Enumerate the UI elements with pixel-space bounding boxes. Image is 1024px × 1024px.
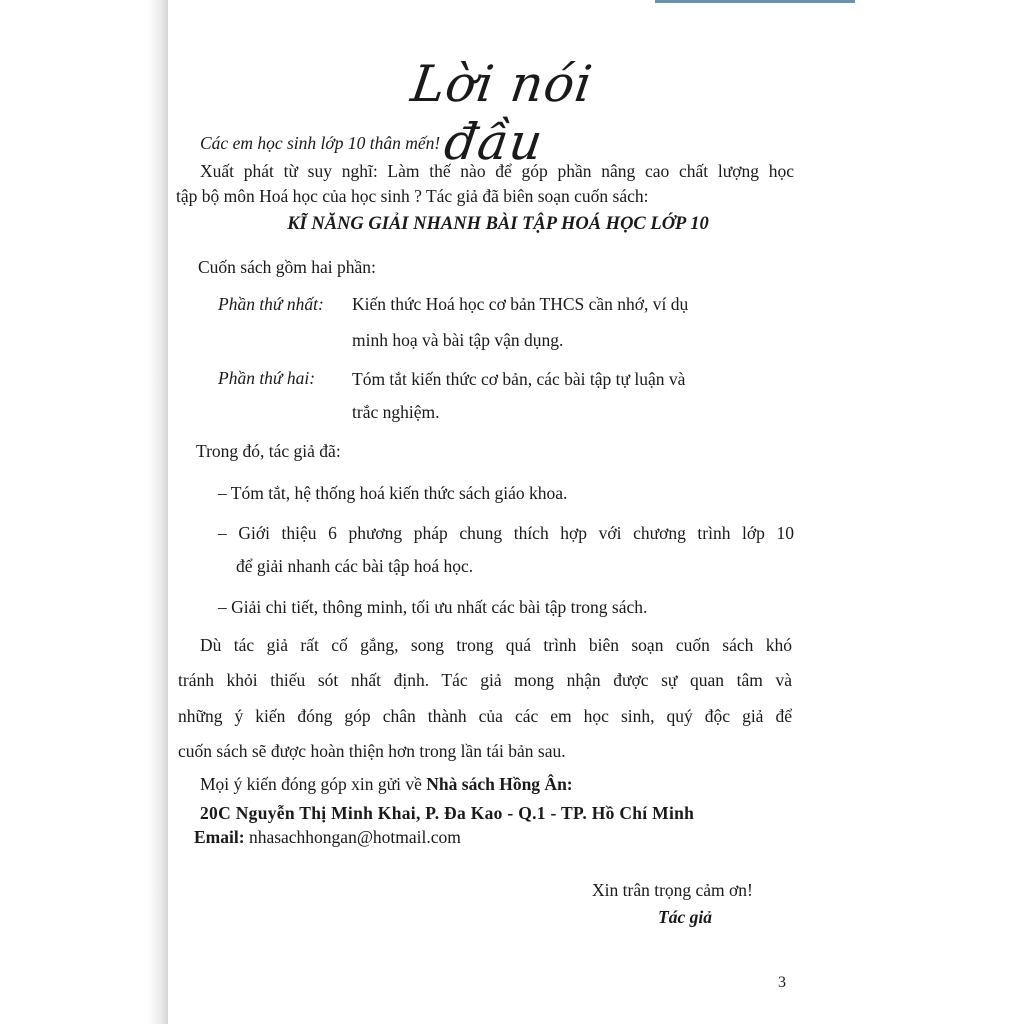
email-label: Email: [194,827,245,847]
book-title: KĨ NĂNG GIẢI NHANH BÀI TẬP HOÁ HỌC LỚP 10 [287,214,709,234]
bullet-2-line-1: – Giới thiệu 6 phương pháp chung thích hợp với chương trình lớp 10 [218,523,794,543]
structure-intro: Cuốn sách gồm hai phần: [198,257,376,277]
publisher-address: 20C Nguyễn Thị Minh Khai, P. Đa Kao - Q.1 - TP. Hồ Chí Minh [200,803,695,823]
contents-intro: Trong đó, tác giả đã: [196,441,341,461]
contact-line [200,773,573,795]
part-1-line-2: minh hoạ và bài tập vận dụng. [352,330,564,350]
intro-line-2: tập bộ môn Hoá học của học sinh ? Tác giả đã biên soạn cuốn sách: [176,186,649,206]
email-line [194,826,461,848]
contact-intro: Mọi ý kiến đóng góp xin gửi về [200,774,427,794]
closing-line-1: Dù tác giả rất cố gắng, song trong quá trình biên soạn cuốn sách khó [200,635,792,655]
book-page [168,0,1024,1024]
closing-line-2: tránh khỏi thiếu sót nhất định. Tác giả mong nhận được sự quan tâm và [178,670,792,690]
part-1-label: Phần thứ nhất: [218,294,324,314]
page-title: Lời nói đầu [407,55,597,171]
intro-line-1: Xuất phát từ suy nghĩ: Làm thế nào để góp phần nâng cao chất lượng học [200,161,794,181]
greeting: Các em học sinh lớp 10 thân mến! [200,133,441,153]
part-2-label: Phần thứ hai: [218,368,316,388]
bullet-2-line-2: để giải nhanh các bài tập hoá học. [236,556,474,576]
thanks-line: Xin trân trọng cảm ơn! [592,880,753,900]
part-2-line-2: trắc nghiệm. [352,402,440,422]
closing-line-4: cuốn sách sẽ được hoàn thiện hơn trong lần tái bản sau. [178,741,566,761]
page-number: 3 [778,974,786,991]
closing-line-3: những ý kiến đóng góp chân thành của các em học sinh, quý độc giả để [178,706,792,726]
part-1-line-1: Kiến thức Hoá học cơ bản THCS cần nhớ, ví dụ [352,294,689,314]
page-gutter-shadow [0,0,168,1024]
bullet-3: – Giải chi tiết, thông minh, tối ưu nhất các bài tập trong sách. [218,597,648,617]
author-signature: Tác giả [658,907,712,927]
publisher-name: Nhà sách Hồng Ân: [426,774,573,794]
email-address: nhasachhongan@hotmail.com [244,827,461,847]
part-2-line-1: Tóm tắt kiến thức cơ bản, các bài tập tự luận và [352,369,686,389]
bullet-1: – Tóm tắt, hệ thống hoá kiến thức sách giáo khoa. [218,483,568,503]
